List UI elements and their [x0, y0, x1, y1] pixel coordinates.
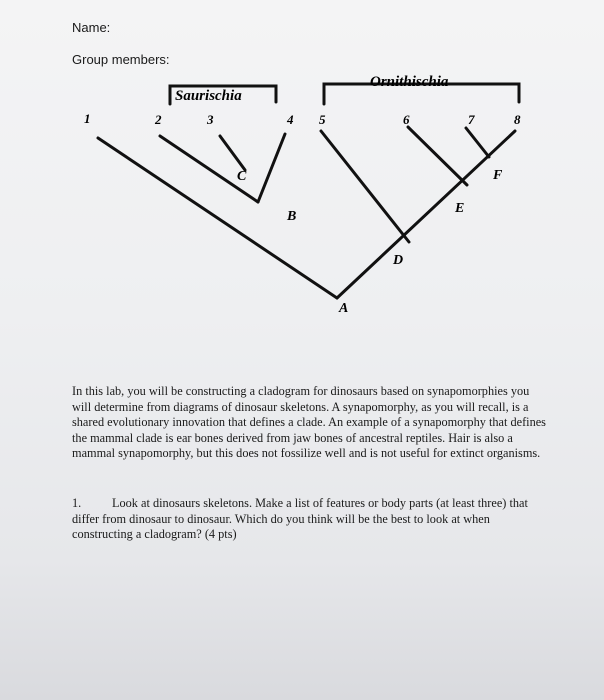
node-label-b: B: [287, 209, 297, 224]
node-label-f: F: [493, 168, 503, 183]
question-text: Look at dinosaurs skeletons. Make a list of features or body parts (at least three) that differ from dinosaur to dinosaur. Which do you think will be the best to look at when constructing a cladogram? (4 pts): [72, 496, 528, 541]
question-number: 1.: [72, 496, 82, 510]
intro-paragraph: In this lab, you will be constructing a cladogram for dinosaurs based on synapomorphies you will determine from diagrams of dinosaur skeletons. A synapomorphy, as you will recall, is a shared evolutionary innovation that defines a clade. An example of a synapomorphy that defines the mammal clade is ear bones derived from jaw bones of ancestral reptiles. Hair is also a mammal synapomorphy, but this does not fossilize well and is not useful for extinct organisms.: [72, 384, 546, 460]
branch-1: [98, 138, 337, 298]
branch-4: [258, 134, 285, 202]
saurischia-label: Saurischia: [175, 88, 242, 104]
name-label: Name:: [72, 20, 111, 35]
node-label-a: A: [339, 301, 349, 316]
node-label-d: D: [393, 253, 404, 268]
group-members-label: Group members:: [72, 52, 170, 67]
tip-label-1: 1: [84, 111, 91, 126]
branch-3: [220, 136, 245, 170]
node-label-e: E: [455, 201, 465, 216]
branch-6: [408, 127, 467, 185]
tip-label-5: 5: [319, 112, 326, 127]
tip-label-8: 8: [514, 112, 521, 127]
question-1: [72, 496, 548, 543]
tip-label-6: 6: [403, 112, 410, 127]
ornithischia-label: Ornithischia: [370, 74, 449, 90]
tip-label-4: 4: [287, 112, 294, 127]
node-label-c: C: [237, 169, 247, 184]
tip-label-7: 7: [468, 112, 475, 127]
tip-label-2: 2: [155, 112, 162, 127]
branch-7: [466, 128, 489, 157]
tip-label-3: 3: [207, 112, 214, 127]
branch-5: [321, 131, 409, 242]
